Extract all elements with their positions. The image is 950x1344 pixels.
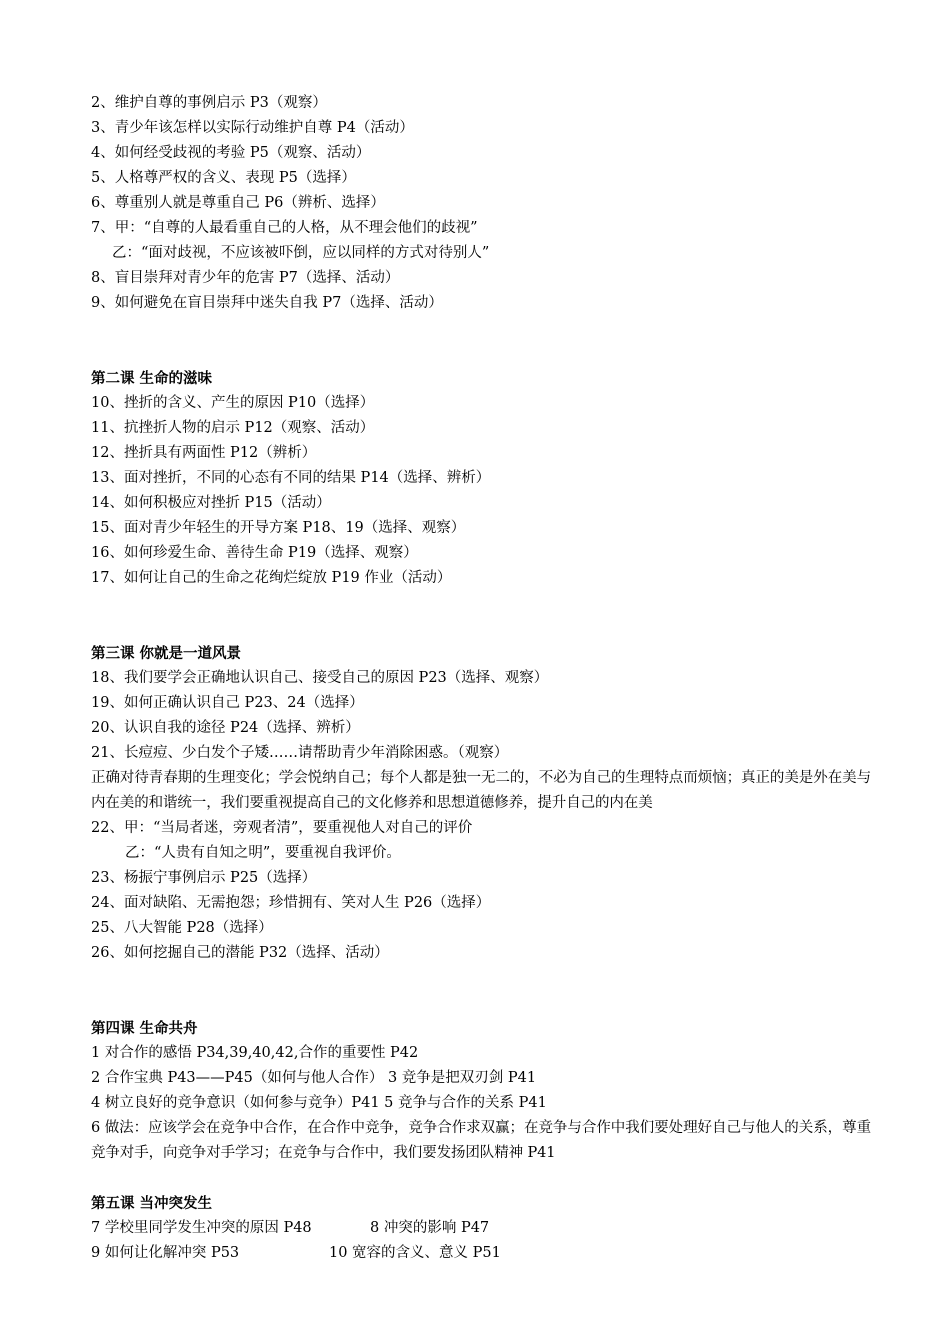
lesson2-title: 第二课 生命的滋味 — [91, 370, 213, 387]
list-item: 2、维护自尊的事例启示 P3（观察） — [91, 95, 327, 111]
lesson4-title: 第四课 生命共舟 — [91, 1020, 198, 1037]
document-page — [91, 91, 871, 1266]
spacer — [91, 316, 871, 366]
list-item: 11、抗挫折人物的启示 P12（观察、活动） — [91, 420, 375, 436]
list-item: 8、盲目崇拜对青少年的危害 P7（选择、活动） — [91, 270, 400, 286]
list-item: 5、人格尊严权的含义、表现 P5（选择） — [91, 170, 356, 186]
answer-paragraph: 正确对待青春期的生理变化；学会悦纳自己；每个人都是独一无二的，不必为自己的生理特点而烦恼；真正的美是外在美与内在美的和谐统一，我们要重视提高自己的文化修养和思想道德修养，提升自己的内在美 — [91, 770, 871, 811]
list-item: 9、如何避免在盲目崇拜中迷失自我 P7（选择、活动） — [91, 295, 443, 311]
spacer — [91, 1166, 871, 1191]
list-item: 17、如何让自己的生命之花绚烂绽放 P19 作业（活动） — [91, 570, 452, 586]
list-row — [91, 1241, 871, 1266]
list-item: 25、八大智能 P28（选择） — [91, 920, 273, 936]
list-item-continuation: 乙：“人贵有自知之明”，要重视自我评价。 — [125, 845, 401, 861]
list-item: 8 冲突的影响 P47 — [370, 1220, 490, 1236]
list-item: 20、认识自我的途径 P24（选择、辨析） — [91, 720, 360, 736]
list-row — [91, 1216, 871, 1241]
list-item: 19、如何正确认识自己 P23、24（选择） — [91, 695, 364, 711]
lesson5-section — [91, 1191, 871, 1266]
spacer — [91, 591, 871, 641]
list-item: 18、我们要学会正确地认识自己、接受自己的原因 P23（选择、观察） — [91, 670, 549, 686]
list-item: 10 宽容的含义、意义 P51 — [329, 1245, 501, 1261]
list-item: 2 合作宝典 P43——P45（如何与他人合作） 3 竞争是把双刃剑 P41 — [91, 1070, 537, 1086]
lesson2-section — [91, 366, 871, 591]
lesson3-section — [91, 641, 871, 966]
list-item: 12、挫折具有两面性 P12（辨析） — [91, 445, 317, 461]
list-item: 23、杨振宁事例启示 P25（选择） — [91, 870, 317, 886]
answer-paragraph: 6 做法：应该学会在竞争中合作，在合作中竞争，竞争合作求双赢；在竞争与合作中我们要处理好自己与他人的关系，尊重竞争对手，向竞争对手学习；在竞争与合作中，我们要发扬团队精神 P41 — [91, 1120, 871, 1161]
list-item: 15、面对青少年轻生的开导方案 P18、19（选择、观察） — [91, 520, 466, 536]
list-item: 6、尊重别人就是尊重自己 P6（辨析、选择） — [91, 195, 385, 211]
list-item: 1 对合作的感悟 P34,39,40,42,合作的重要性 P42 — [91, 1045, 419, 1061]
list-item: 4 树立良好的竞争意识（如何参与竞争）P41 5 竞争与合作的关系 P41 — [91, 1095, 547, 1111]
list-item: 22、甲：“当局者迷，旁观者清”，要重视他人对自己的评价 — [91, 820, 473, 836]
list-item: 4、如何经受歧视的考验 P5（观察、活动） — [91, 145, 371, 161]
lesson3-title: 第三课 你就是一道风景 — [91, 645, 242, 662]
lesson5-title: 第五课 当冲突发生 — [91, 1195, 213, 1212]
list-item-continuation: 乙：“面对歧视，不应该被吓倒，应以同样的方式对待别人” — [112, 245, 490, 261]
list-item: 21、长痘痘、少白发个子矮……请帮助青少年消除困惑。（观察） — [91, 745, 509, 761]
lesson4-section — [91, 1016, 871, 1166]
list-item: 13、面对挫折，不同的心态有不同的结果 P14（选择、辨析） — [91, 470, 491, 486]
list-item: 24、面对缺陷、无需抱怨；珍惜拥有、笑对人生 P26（选择） — [91, 895, 491, 911]
lesson1-list — [91, 91, 871, 316]
list-item: 7 学校里同学发生冲突的原因 P48 — [91, 1220, 312, 1236]
list-item: 26、如何挖掘自己的潜能 P32（选择、活动） — [91, 945, 389, 961]
list-item: 3、青少年该怎样以实际行动维护自尊 P4（活动） — [91, 120, 414, 136]
list-item: 14、如何积极应对挫折 P15（活动） — [91, 495, 331, 511]
list-item: 7、甲：“自尊的人最看重自己的人格，从不理会他们的歧视” — [91, 220, 478, 236]
list-item: 9 如何让化解冲突 P53 — [91, 1245, 240, 1261]
list-item: 10、挫折的含义、产生的原因 P10（选择） — [91, 395, 375, 411]
list-item: 16、如何珍爱生命、善待生命 P19（选择、观察） — [91, 545, 418, 561]
spacer — [91, 966, 871, 1016]
